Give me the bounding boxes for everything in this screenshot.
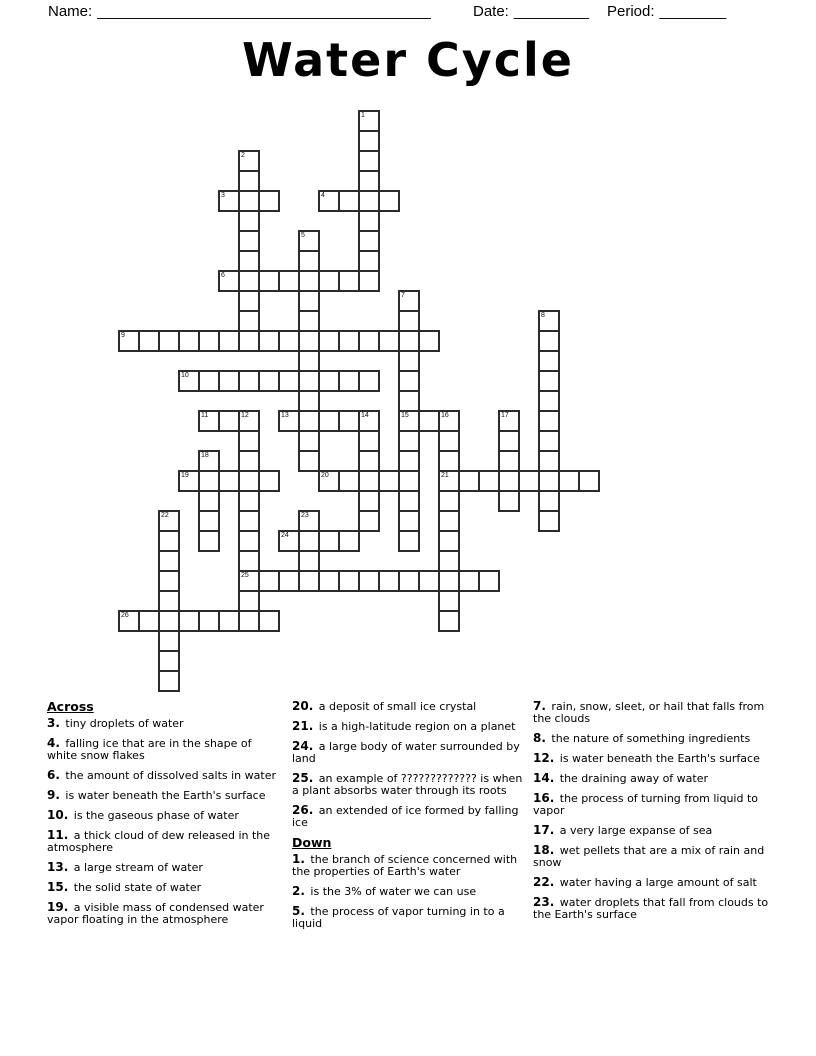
clue-number: 8. [533,731,546,745]
grid-cell [498,430,520,452]
grid-cell [358,210,380,232]
grid-cell [358,170,380,192]
grid-cell [438,410,460,432]
clue-number: 22. [533,875,555,889]
grid-cell [178,470,200,492]
grid-cell [358,230,380,252]
grid-cell [398,510,420,532]
grid-cell [258,570,280,592]
clue-number: 23. [533,895,555,909]
grid-cell [198,530,220,552]
grid-cell [158,550,180,572]
clue-number: 10. [47,808,69,822]
grid-cell [338,330,360,352]
clue-5: 5. the process of vapor turning in to a liquid [292,904,505,930]
grid-cell [318,370,340,392]
grid-cell [318,330,340,352]
grid-cell [418,410,440,432]
grid-cell [238,190,260,212]
grid-cell [238,490,260,512]
clue-19: 19. a visible mass of condensed water vapor floating in the atmosphere [47,900,264,926]
grid-cell [278,410,300,432]
clue-number: 19. [47,900,69,914]
period-label: Period: [607,3,655,20]
clue-7: 7. rain, snow, sleet, or hail that falls from the clouds [533,699,765,725]
grid-cell [298,330,320,352]
grid-cell [218,470,240,492]
grid-cell [498,450,520,472]
grid-cell [298,230,320,252]
grid-cell-number: 14 [361,412,369,419]
grid-cell [238,530,260,552]
grid-cell [398,410,420,432]
grid-cell [338,190,360,212]
grid-cell [238,590,260,612]
date-label: Date: [473,3,509,20]
grid-cell [278,370,300,392]
date-blank-line: _________ [513,3,589,20]
clue-number: 2. [292,884,305,898]
grid-cell [258,330,280,352]
grid-cell [218,410,240,432]
grid-cell [258,610,280,632]
grid-cell [398,350,420,372]
grid-cell [498,490,520,512]
grid-cell [178,330,200,352]
grid-cell [358,570,380,592]
grid-cell [558,470,580,492]
grid-cell [238,450,260,472]
clue-number: 1. [292,852,305,866]
clue-number: 15. [47,880,69,894]
grid-cell [358,150,380,172]
grid-cell [218,370,240,392]
clue-number: 12. [533,751,555,765]
grid-cell [398,370,420,392]
clue-21: 21. is a high-latitude region on a planet [292,719,516,733]
grid-cell-number: 23 [301,512,309,519]
grid-cell [398,450,420,472]
clue-number: 13. [47,860,69,874]
grid-cell-number: 19 [181,472,189,479]
clue-22: 22. water having a large amount of salt [533,875,757,889]
grid-cell [438,610,460,632]
clue-number: 21. [292,719,314,733]
grid-cell [458,470,480,492]
grid-cell-number: 6 [221,272,225,279]
grid-cell [358,430,380,452]
grid-cell [398,290,420,312]
grid-cell [238,370,260,392]
grid-cell [298,370,320,392]
grid-cell-number: 17 [501,412,509,419]
clue-4: 4. falling ice that are in the shape of white snow flakes [47,736,252,762]
name-blank-line: ________________________________________ [97,3,431,20]
grid-cell [398,390,420,412]
grid-cell [538,410,560,432]
grid-cell [538,370,560,392]
clue-11: 11. a thick cloud of dew released in the atmosphere [47,828,271,854]
grid-cell [398,430,420,452]
clue-16: 16. the process of turning from liquid to vapor [533,791,759,817]
grid-cell [478,570,500,592]
clue-number: 26. [292,803,314,817]
grid-cell [358,110,380,132]
grid-cell [538,430,560,452]
clue-6: 6. the amount of dissolved salts in water [47,768,276,782]
grid-cell [298,530,320,552]
grid-cell [218,270,240,292]
grid-cell [278,530,300,552]
grid-cell [538,350,560,372]
grid-cell [198,510,220,532]
grid-cell [338,270,360,292]
grid-cell-number: 15 [401,412,409,419]
grid-cell-number: 13 [281,412,289,419]
grid-cell [238,430,260,452]
grid-cell-number: 11 [201,412,209,419]
grid-cell [418,330,440,352]
grid-cell [198,330,220,352]
grid-cell [398,310,420,332]
grid-cell [538,330,560,352]
grid-cell [298,390,320,412]
grid-cell [258,370,280,392]
clue-number: 11. [47,828,69,842]
grid-cell-number: 25 [241,572,249,579]
grid-cell [258,470,280,492]
grid-cell [118,610,140,632]
clue-9: 9. is water beneath the Earth's surface [47,788,266,802]
grid-cell [338,370,360,392]
grid-cell [138,330,160,352]
grid-cell [238,290,260,312]
clue-1: 1. the branch of science concerned with the properties of Earth's water [292,852,518,878]
grid-cell [538,490,560,512]
grid-cell [198,370,220,392]
grid-cell [118,330,140,352]
grid-cell [238,570,260,592]
grid-cell-number: 9 [121,332,125,339]
grid-cell-number: 24 [281,532,289,539]
grid-cell [458,570,480,592]
clue-number: 3. [47,716,60,730]
grid-cell [358,250,380,272]
grid-cell [438,590,460,612]
grid-cell [238,470,260,492]
grid-cell [438,570,460,592]
clue-column-2 [292,700,528,937]
grid-cell [198,490,220,512]
grid-cell [198,470,220,492]
grid-cell [238,310,260,332]
grid-cell-number: 4 [321,192,325,199]
period-blank-line: ________ [659,3,727,20]
clue-number: 17. [533,823,555,837]
clue-12: 12. is water beneath the Earth's surface [533,751,760,765]
clue-14: 14. the draining away of water [533,771,709,785]
grid-cell-number: 26 [121,612,129,619]
grid-cell [158,630,180,652]
clue-number: 9. [47,788,60,802]
grid-cell [178,610,200,632]
grid-cell [358,330,380,352]
grid-cell [238,230,260,252]
grid-cell [158,530,180,552]
grid-cell [238,510,260,532]
clue-number: 16. [533,791,555,805]
grid-cell [218,330,240,352]
page-title: Water Cycle [241,33,574,87]
grid-cell [398,490,420,512]
grid-cell [238,410,260,432]
clue-number: 25. [292,771,314,785]
clue-number: 5. [292,904,305,918]
grid-cell [258,190,280,212]
grid-cell [318,470,340,492]
grid-cell [358,270,380,292]
grid-cell [198,450,220,472]
grid-cell [238,270,260,292]
clue-number: 6. [47,768,60,782]
grid-cell-number: 10 [181,372,189,379]
grid-cell [318,270,340,292]
grid-cell [298,250,320,272]
grid-cell [358,410,380,432]
grid-cell [158,650,180,672]
grid-cell [158,610,180,632]
grid-cell [438,450,460,472]
grid-cell [438,530,460,552]
grid-cell [298,430,320,452]
grid-cell [358,450,380,472]
grid-cell [498,410,520,432]
grid-cell [258,270,280,292]
grid-cell [238,210,260,232]
clue-15: 15. the solid state of water [47,880,202,894]
grid-cell [358,470,380,492]
grid-cell [398,330,420,352]
grid-cell [158,570,180,592]
clue-13: 13. a large stream of water [47,860,203,874]
grid-cell [298,270,320,292]
grid-cell [238,150,260,172]
grid-cell-number: 7 [401,292,405,299]
clue-number: 20. [292,699,314,713]
grid-cell [298,290,320,312]
grid-cell [218,610,240,632]
grid-cell [378,470,400,492]
grid-cell [158,330,180,352]
grid-cell [298,550,320,572]
clue-18: 18. wet pellets that are a mix of rain and snow [533,843,765,869]
grid-cell [358,510,380,532]
name-label: Name: [48,3,93,20]
grid-cell [278,330,300,352]
clue-26: 26. an extended of ice formed by falling ice [292,803,519,829]
grid-cell [158,590,180,612]
grid-cell-number: 12 [241,412,249,419]
grid-cell [578,470,600,492]
grid-cell [178,370,200,392]
grid-cell [238,250,260,272]
clue-10: 10. is the gaseous phase of water [47,808,239,822]
grid-cell [538,450,560,472]
clue-number: 7. [533,699,546,713]
grid-cell [358,490,380,512]
grid-cell-number: 2 [241,152,245,159]
grid-cell [238,330,260,352]
grid-cell-number: 21 [441,472,449,479]
grid-cell-number: 20 [321,472,329,479]
grid-cell-number: 8 [541,312,545,319]
grid-cell [438,490,460,512]
grid-cell [238,170,260,192]
grid-cell [438,550,460,572]
grid-cell [478,470,500,492]
grid-cell-number: 3 [221,192,225,199]
grid-cell [198,410,220,432]
grid-cell [318,410,340,432]
grid-cell [438,510,460,532]
clue-column-3 [533,700,781,928]
grid-cell [438,430,460,452]
grid-cell-number: 16 [441,412,449,419]
grid-cell [418,570,440,592]
grid-cell [378,190,400,212]
grid-cell [338,570,360,592]
grid-cell [358,130,380,152]
grid-cell-number: 22 [161,512,169,519]
clue-number: 4. [47,736,60,750]
grid-cell [438,470,460,492]
clue-24: 24. a large body of water surrounded by land [292,739,520,765]
grid-cell [218,190,240,212]
grid-cell-number: 5 [301,232,305,239]
clue-number: 24. [292,739,314,753]
grid-cell [338,470,360,492]
grid-cell [398,470,420,492]
grid-cell-number: 1 [361,112,365,119]
grid-cell [158,670,180,692]
grid-cell [518,470,540,492]
grid-cell [138,610,160,632]
grid-cell-number: 18 [201,452,209,459]
down-header: Down [292,835,332,850]
grid-cell [378,330,400,352]
clue-17: 17. a very large expanse of sea [533,823,713,837]
clue-number: 18. [533,843,555,857]
clue-column-1 [47,700,285,933]
grid-cell [298,310,320,332]
grid-cell [278,570,300,592]
grid-cell [538,310,560,332]
grid-cell [298,350,320,372]
grid-cell [338,530,360,552]
grid-cell [298,450,320,472]
grid-cell [538,510,560,532]
clue-20: 20. a deposit of small ice crystal [292,699,477,713]
grid-cell [238,550,260,572]
grid-cell [358,190,380,212]
clue-25: 25. an example of ????????????? is when a plant absorbs water through its roots [292,771,523,797]
grid-cell [318,570,340,592]
grid-cell [158,510,180,532]
grid-cell [198,610,220,632]
grid-cell [298,510,320,532]
clue-number: 14. [533,771,555,785]
grid-cell [238,610,260,632]
grid-cell [318,530,340,552]
clue-8: 8. the nature of something ingredients [533,731,751,745]
grid-cell [298,570,320,592]
grid-cell [538,470,560,492]
clue-2: 2. is the 3% of water we can use [292,884,477,898]
grid-cell [358,370,380,392]
clue-3: 3. tiny droplets of water [47,716,184,730]
grid-cell [538,390,560,412]
grid-cell [318,190,340,212]
grid-cell [278,270,300,292]
clue-23: 23. water droplets that fall from clouds to the Earth's surface [533,895,769,921]
grid-cell [338,410,360,432]
across-header: Across [47,699,94,714]
grid-cell [498,470,520,492]
grid-cell [398,530,420,552]
grid-cell [298,410,320,432]
grid-cell [378,570,400,592]
grid-cell [398,570,420,592]
